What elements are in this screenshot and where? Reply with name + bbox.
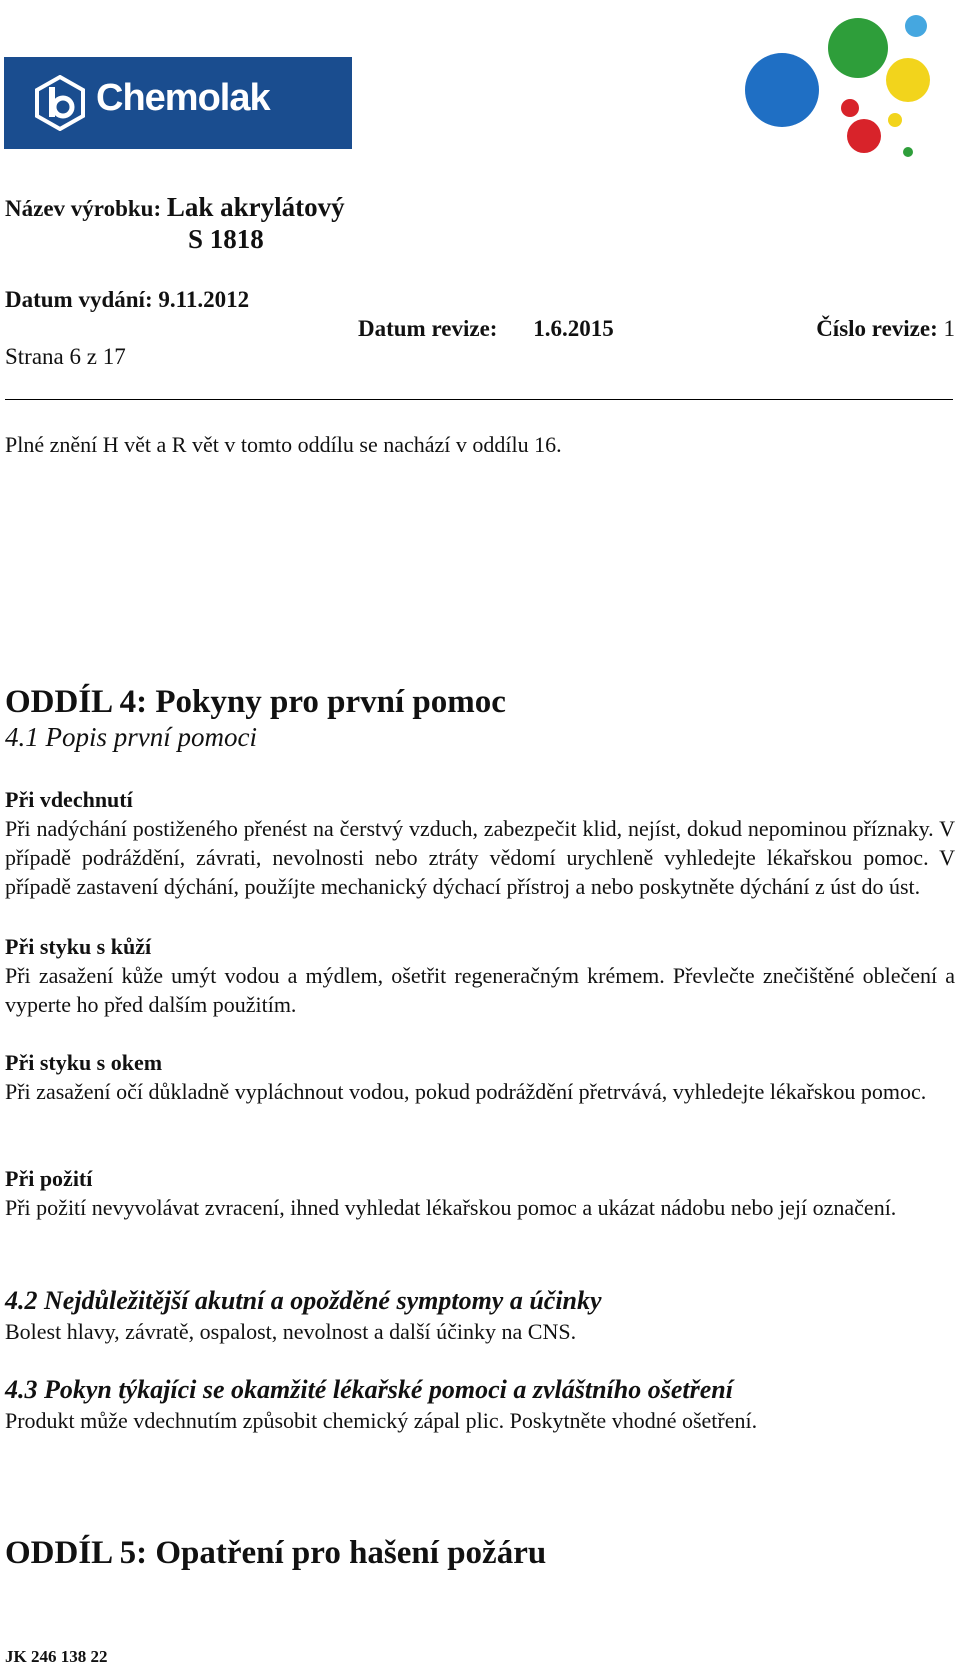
section-5-title: ODDÍL 5: Opatření pro hašení požáru [5,1535,547,1571]
ingestion-heading: Při požití [5,1166,93,1191]
logo-text: Chemolak [96,77,270,119]
revision-date-label: Datum revize: [358,316,498,341]
header-divider [5,399,953,400]
revision-date-line [358,316,614,342]
page-number: Strana 6 z 17 [5,344,126,369]
skin-heading: Při styku s kůží [5,934,152,959]
issue-date-line [5,287,249,313]
subsection-4-3-block [5,1374,955,1435]
product-label: Název výrobku: [5,196,162,221]
issue-date: 9.11.2012 [158,287,250,312]
subsection-4-2-text: Bolest hlavy, závratě, ospalost, nevolnost a další účinky na CNS. [5,1319,577,1344]
eyes-heading: Při styku s okem [5,1050,163,1075]
eyes-block [5,1048,955,1106]
ingestion-text: Při požití nevyvolávat zvracení, ihned vyhledat lékařskou pomoc a ukázat nádobu nebo její označení. [5,1195,897,1220]
subsection-4-3-text: Produkt může vdechnutím způsobit chemický zápal plic. Poskytněte vhodné ošetření. [5,1408,758,1433]
chemolak-logo-icon [34,75,86,131]
section-note: Plné znění H vět a R vět v tomto oddílu se nachází v oddílu 16. [5,432,562,457]
chemolak-logo [4,57,352,149]
product-code: S 1818 [188,224,264,254]
inhalation-block [5,785,955,901]
color-dots-logo [740,8,940,160]
subsection-4-2-block [5,1285,955,1346]
inhalation-heading: Při vdechnutí [5,787,133,812]
revision-date: 1.6.2015 [533,316,614,341]
section-4-title: ODDÍL 4: Pokyny pro první pomoc [5,684,506,720]
inhalation-text: Při nadýchání postiženého přenést na čerstvý vzduch, zabezpečit klid, nejíst, dokud nepominou příznaky. V případě podráždění, závrati, nevolnosti nebo ztráty vědomí urychleně vyhledejte lékařskou pomoc. V případě zastavení dýchání, použíjte mechanický dýchací přístroj a nebo poskytněte dýchání z úst do úst. [5,816,955,899]
eyes-text: Při zasažení očí důkladně vypláchnout vodou, pokud podráždění přetrvává, vyhledejte lékařskou pomoc. [5,1079,927,1104]
revision-number: 1 [943,316,955,341]
revision-number-label: Číslo revize: [816,316,938,341]
ingestion-block [5,1164,955,1222]
skin-text: Při zasažení kůže umýt vodou a mýdlem, ošetřit regeneračným krémem. Převlečte znečištěné oblečení a vyperte ho před dalším použitím. [5,963,955,1017]
skin-block [5,932,955,1019]
product-name-line [5,192,345,223]
footer-code: JK 246 138 22 [5,1647,108,1666]
revision-number-line [816,316,955,342]
subsection-4-1-title: 4.1 Popis první pomoci [5,722,257,752]
issue-date-label: Datum vydání: [5,287,153,312]
subsection-4-2-title: 4.2 Nejdůležitější akutní a opožděné symptomy a účinky [5,1286,602,1315]
product-name: Lak akrylátový [166,192,345,222]
subsection-4-3-title: 4.3 Pokyn týkajíci se okamžité lékařské pomoci a zvláštního ošetření [5,1375,733,1404]
